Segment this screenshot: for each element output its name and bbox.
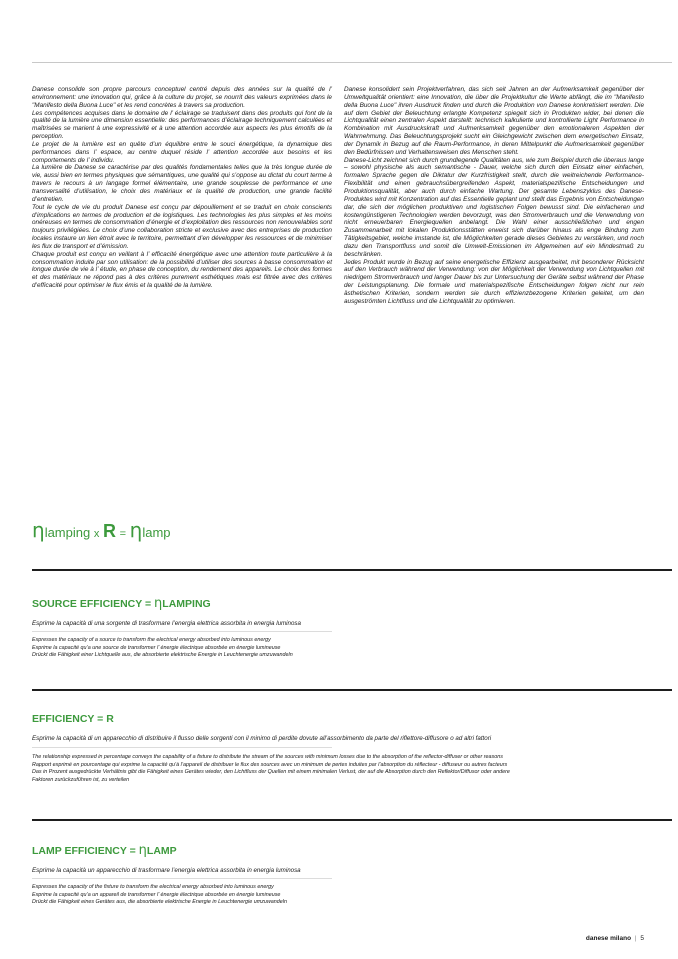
german-paragraph: Jedes Produkt wurde in Bezug auf seine energetische Effizienz ausgearbeitet, mit besonderer Rücksicht auf den Verbrauch während der Verwendung: von der Möglichkeit der Verwendung von Lichtquellen mit niedrigem Stromverbrauch und langer Dauer bis zur Untersuchung der Geräte selbst während der Phase der Leistungsplanung. Die formale und materialspezifische Entscheidungen folgen nicht nur rein ästhetischen Kriterien, sondern werden sie durch effizienzbezogene Kriterien geleitet, um den ausgeströmten Lichtfluss und die Lichtqualität zu optimieren.	[344, 258, 644, 305]
french-text-column	[32, 86, 332, 290]
section-divider	[32, 689, 672, 691]
french-paragraph: Chaque produit est conçu en veillant à l’ efficacité énergétique avec une attention toute particulière à la consommation induite par son utilisation: de la possibilité d’utiliser des sources à basse consommation et longue durée de vie à l’ étude, en phase de conception, du rendement des appareils. Le choix des formes et des matériaux ne répond pas à des critères purement esthétiques mais est filtrée avec des critères d’efficacité pour optimiser le flux émis et la qualité de la lumière.	[32, 250, 332, 290]
section-divider	[32, 569, 672, 571]
formula-term-lamp: lamp	[142, 525, 171, 540]
efficiency-translations	[32, 754, 632, 784]
eta-symbol: η	[138, 843, 147, 858]
formula-term-lamping: lamping	[44, 525, 91, 540]
translation-line: Expresses the capacity of a source to transform the electrical energy absorbed into luminous energy	[32, 637, 271, 643]
french-paragraph: Tout le cycle de vie du produit Danese est conçu par dépouillement et se traduit en choix conscients d’implications en termes de production et de logistiques. Les technologies les plus simples et les moins onéreuses en termes de consommation d’énergie et d’exploitation des ressources non renouvelables sont toujours privilégiées. Le choix d’une collaboration stricte et exclusive avec des entreprises de production locales instaure un lien étroit avec le territoire, permettant d’en développer les ressources et de minimiser les flux de transport et d’émission.	[32, 203, 332, 250]
top-divider	[32, 62, 672, 63]
efficiency-italian-definition: Esprime la capacità di un apparecchio di distribuire il flusso delle sorgenti con il minimo di perdite dovute all’assorbimento da parte del riflettore-diffusore o ad altri fattori	[32, 735, 492, 742]
translation-line: The relationship expressed in percentage conveys the capability of a fixture to distribute the stream of the sources with minimum losses due to the absorption of the reflector-diffuser or other reasons	[32, 754, 503, 760]
lamp-efficiency-title	[32, 843, 177, 858]
eta-symbol: η	[154, 596, 163, 611]
translation-line: Das in Prozent ausgedrückte Verhältnis gibt die Fähigkeit eines Gerätes wieder, den Lichtfluss der Quellen mit einem minimalen Verlust, der auf die Absorption durch den Reflektor/Diffusor oder andere	[32, 769, 510, 775]
german-paragraph: Danese konsolidert sein Projektverfahren, das sich seit Jahren an der Aufmerksamkeit gegenüber der Umweltqualität orientiert: eine Innovation, die über die Projektkultur die Werte abfängt, die im "Manifesto della Buona Luce" ihren Ausdruck finden und durch die Produktion von Danese konkretisiert werden. Die auf dem Gebiet der Beleuchtung erlangte Kompetenz spiegelt sich in Produkten wider, bei denen die Lichtqualität einen zentralen Aspekt darstellt: technisch kalkulierte und kontrollierte Light Performance in Kombination mit Ausdruckskraft und Aufmerksamkeit gegenüber den emotionaleren Aspekten der Wahrnehmung. Das Beleuchtungsprojekt sucht ein Gleichgewicht zwischen dem energetischen Einsatz, der Dynamik in Bezug auf die Raum-Performance, in deren Mittelpunkt die Aufmerksamkeit gegenüber den Bedürfnissen und Verhaltensweisen des Menschen steht.	[344, 86, 644, 156]
thin-divider	[32, 878, 332, 879]
translation-line: Drückt die Fähigkeit eines Gerätes aus, die absorbierte elektrische Energie in Leuchtenergie umzuwandeln	[32, 899, 287, 905]
german-text-column	[344, 86, 644, 306]
section-divider	[32, 819, 672, 821]
translation-line: Exprime la capacité qu’a un appareil de transformer l’ énergie électrique absorbée en énergie lumineuse	[32, 891, 281, 898]
lamp-title-suffix: LAMP	[146, 845, 177, 857]
eta-symbol: η	[129, 518, 143, 542]
efficiency-formula	[32, 518, 171, 542]
translation-line: Faktoren zurückzuführen ist, zu verteilen	[32, 776, 130, 783]
french-paragraph: La lumière de Danese se caractérise par des qualités fondamentales telles que la très longue durée de vie, aussi bien en termes physiques que sémantiques, une qualité qui s’oppose au dictat du court terme à travers le recours à un langage formel élémentaire, une grande souplesse de performance et une transversalité d’utilisation, le choix des matériaux et la qualité de production, une grande facilité d’entretien.	[32, 164, 332, 203]
formula-r: R	[102, 521, 116, 541]
source-efficiency-title	[32, 596, 211, 611]
eta-symbol: η	[32, 518, 45, 542]
translation-line: Exprime la capacité qu’a une source de transformer l’ énergie électrique absorbée en énergie lumineuse	[32, 644, 281, 651]
thin-divider	[32, 747, 332, 748]
thin-divider	[32, 631, 332, 632]
formula-times: x	[93, 528, 100, 540]
french-paragraph: Le projet de la lumière est en quête d’un équilibre entre le souci énergétique, la dynamique des performances dans l’ espace, au centre duquel réside l’ attention accordée aux besoins et les comportements de l’ individu.	[32, 140, 332, 164]
french-paragraph: Danese consolide son propre parcours conceptuel centré depuis des années sur la qualité de l’ environnement: une innovation qui, grâce à la culture du projet, se nourrit des valeurs exprimées dans le "Manifesto della Buona Luce" et les rend concrètes à travers sa production.	[32, 86, 332, 109]
german-paragraph: Danese-Licht zeichnet sich durch grundlegende Qualitäten aus, wie zum Beispiel durch die überaus lange – sowohl physische als auch semantische - Dauer, welche sich durch den Einsatz einer einfachen, formalen Sprache gegen die Diktatur der Kurzfristigkeit stellt, durch die weitreichende Performance-Flexibilität und einen gebrauchsübergreifenden Aspekt, materialspezifische Entscheidungen und Produktionsqualität, aber auch durch einfache Wartung. Der gesamte Lebenszyklus des Danese-Produktes wird mit Konzentration auf das Essentielle geplant und stellt das Ergebnis von Entscheidungen dar, die sich der möglichen produktiven und logistischen Folgen bewusst sind. Die einfacheren und kostengünstigeren Technologien werden bevorzugt, was den Stromverbrauch und die Verwendung von nicht erneuerbaren Energiequellen anbelangt. Die Wahl einer ausschließlichen und engen Zusammenarbeit mit lokalen Produktionsstätten erweist sich darüber hinaus als enge Bindung zum Tätigkeitsgebiet, welche imstande ist, die Möglichkeiten gerade dieses Gebietes zu verstärken, und noch dazu den Transportfluss und somit die Umwelt-Emissionen im Allgemeinen auf ein Mindestmaß zu beschränken.	[344, 156, 644, 258]
translation-line: Expresses the capacity of the fixture to transform the electrical energy absorbed into luminous energy	[32, 884, 274, 890]
footer-separator: |	[634, 935, 637, 942]
formula-equals: =	[119, 528, 127, 540]
page-footer	[586, 935, 644, 942]
source-title-suffix: LAMPING	[162, 598, 211, 610]
efficiency-title	[32, 713, 114, 725]
lamp-translations	[32, 884, 632, 907]
lamp-title-text: LAMP EFFICIENCY =	[32, 845, 139, 857]
source-translations	[32, 637, 632, 660]
french-paragraph: Les compétences acquises dans le domaine de l’ éclairage se traduisent dans des produits qui font de la qualité de la lumière une dimension essentielle: des performances d’éclairage techniquement calculées et maîtrisées se marient à une expressivité et à une attention accordée aux aspects les plus émotifs de la perception.	[32, 109, 332, 141]
efficiency-title-text: EFFICIENCY = R	[32, 713, 114, 725]
translation-line: Drückt die Fähigkeit einer Lichtquelle aus, die absorbierte elektrische Energie in Leuchtenergie umzuwandeln	[32, 652, 293, 658]
brand-name: danese milano	[585, 935, 632, 942]
source-italian-definition: Esprime la capacità di una sorgente di trasformare l’energia elettrica assorbita in energia luminosa	[32, 620, 301, 627]
translation-line: Rapport exprimé en pourcentage qui exprime la capacité qu’à l’appareil de distribuer le flux des sources avec un minimum de pertes induites par l’absorption du réflecteur - diffuseur ou autres facteurs	[32, 761, 508, 768]
source-title-text: SOURCE EFFICIENCY =	[32, 598, 155, 610]
page-number: 5	[640, 935, 644, 942]
lamp-italian-definition: Esprime la capacità un apparecchio di trasformare l’energia elettrica assorbita in energia luminosa	[32, 867, 301, 874]
